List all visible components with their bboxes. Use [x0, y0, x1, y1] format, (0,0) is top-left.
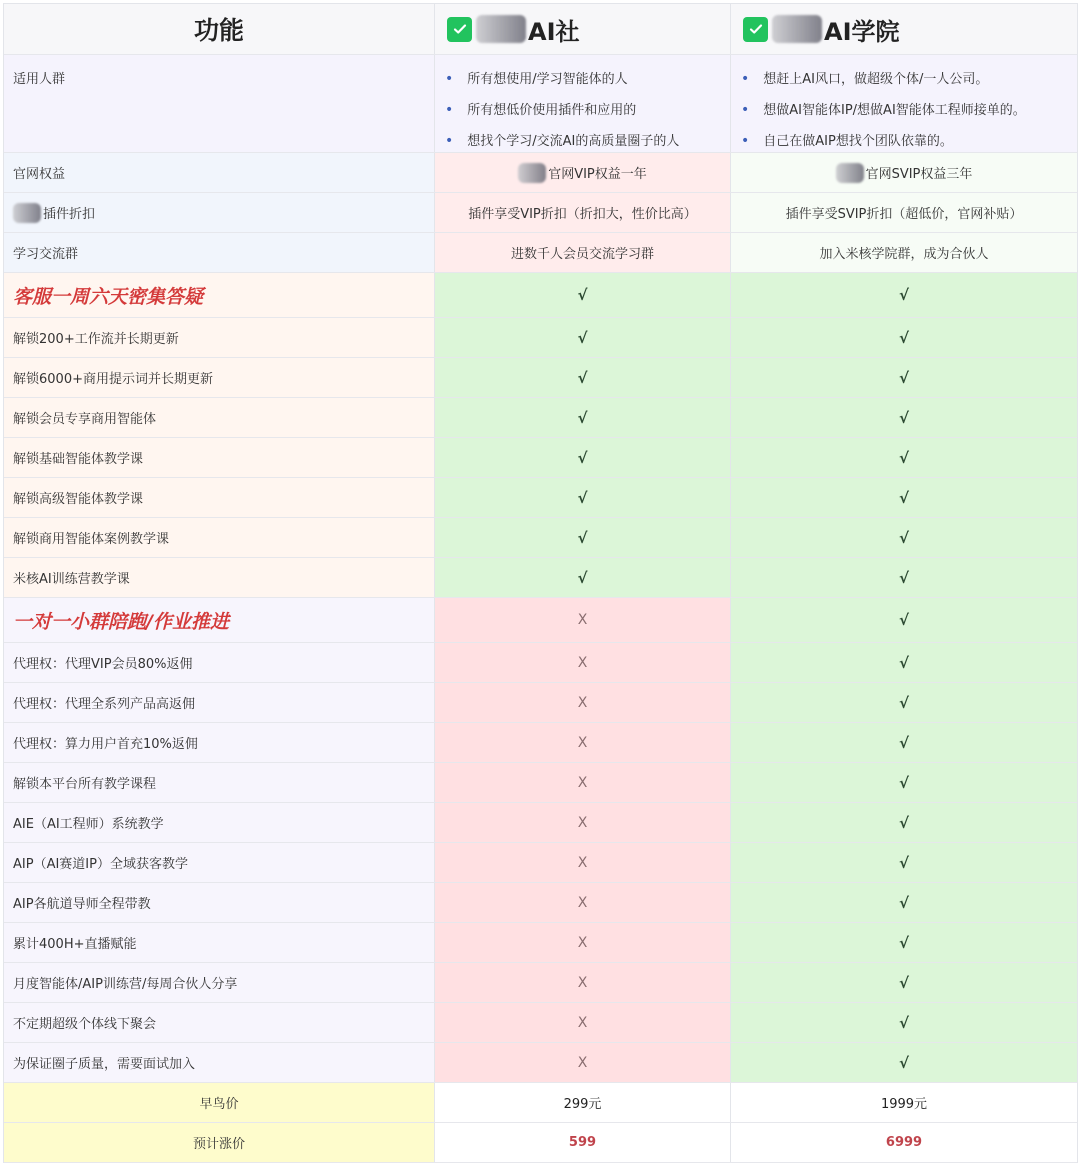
check-mark: √ [731, 763, 1077, 802]
check-mark: √ [435, 318, 731, 357]
check-mark: √ [435, 358, 731, 397]
check-mark: √ [731, 643, 1077, 682]
row-label: 解锁6000+商用提示词并长期更新 [4, 358, 435, 397]
section-row-support [4, 273, 1077, 318]
audience-item: • 所有想使用/学习智能体的人 [445, 64, 679, 95]
check-mark: √ [731, 723, 1077, 762]
row-label: 解锁高级智能体教学课 [4, 478, 435, 517]
feature-row [4, 843, 1077, 883]
check-mark: √ [731, 558, 1077, 597]
audience-plan-a [435, 55, 731, 152]
check-mark: √ [731, 1043, 1077, 1082]
row-label: 插件折扣 [43, 207, 96, 222]
feature-row [4, 358, 1077, 398]
check-mark: √ [731, 438, 1077, 477]
row-label: 解锁200+工作流并长期更新 [4, 318, 435, 357]
cross-mark: X [435, 598, 731, 642]
check-mark: √ [731, 803, 1077, 842]
cross-mark: X [435, 883, 731, 922]
cross-mark: X [435, 1043, 731, 1082]
row-label: 解锁会员专享商用智能体 [4, 398, 435, 437]
plan-a-cell: 进数千人会员交流学习群 [435, 233, 731, 272]
price-label: 早鸟价 [4, 1083, 435, 1122]
check-mark: √ [731, 273, 1077, 317]
feature-row [4, 683, 1077, 723]
row-label: 解锁商用智能体案例教学课 [4, 518, 435, 557]
redacted-blur [772, 15, 822, 43]
plan-a-price: 299元 [435, 1083, 731, 1122]
plan-a-future-price: 599 [435, 1123, 731, 1162]
check-mark: √ [731, 358, 1077, 397]
cross-mark: X [435, 683, 731, 722]
info-row-plugin-discount [4, 193, 1077, 233]
check-mark: √ [435, 558, 731, 597]
info-row-study-group [4, 233, 1077, 273]
row-label: 代理权：代理全系列产品高返佣 [4, 683, 435, 722]
row-label: 米核AI训练营教学课 [4, 558, 435, 597]
check-mark: √ [435, 273, 731, 317]
row-label: AIP各航道导师全程带教 [4, 883, 435, 922]
check-mark: √ [435, 398, 731, 437]
plan-b-name: AI学院 [824, 17, 900, 46]
row-label-cell [4, 193, 435, 232]
check-mark: √ [731, 478, 1077, 517]
cross-mark: X [435, 723, 731, 762]
check-mark: √ [731, 683, 1077, 722]
check-mark: √ [435, 438, 731, 477]
cross-mark: X [435, 923, 731, 962]
info-row-website-benefits [4, 153, 1077, 193]
audience-row [4, 55, 1077, 153]
audience-plan-b [731, 55, 1077, 152]
row-label: 解锁基础智能体教学课 [4, 438, 435, 477]
row-label: 累计400H+直播赋能 [4, 923, 435, 962]
cell-text: 官网VIP权益一年 [548, 167, 647, 182]
feature-row [4, 1043, 1077, 1083]
row-label: 代理权：算力用户首充10%返佣 [4, 723, 435, 762]
cross-mark: X [435, 963, 731, 1002]
row-label: AIP（AI赛道IP）全域获客教学 [4, 843, 435, 882]
row-label: 学习交流群 [4, 233, 435, 272]
feature-row [4, 963, 1077, 1003]
cross-mark: X [435, 803, 731, 842]
audience-item: • 自己在做AIP想找个团队依靠的。 [741, 126, 1026, 157]
redacted-blur [836, 163, 864, 183]
row-label: 不定期超级个体线下聚会 [4, 1003, 435, 1042]
checkbox-checked-icon [447, 17, 472, 42]
feature-row [4, 438, 1077, 478]
check-mark: √ [731, 923, 1077, 962]
row-label: 代理权：代理VIP会员80%返佣 [4, 643, 435, 682]
feature-row [4, 643, 1077, 683]
check-mark: √ [731, 518, 1077, 557]
feature-row [4, 883, 1077, 923]
plan-b-cell: 插件享受SVIP折扣（超低价，官网补贴） [731, 193, 1077, 232]
audience-label: 适用人群 [4, 55, 435, 152]
redacted-blur [13, 203, 41, 223]
feature-row [4, 1003, 1077, 1043]
feature-row [4, 723, 1077, 763]
comparison-table [3, 3, 1078, 1163]
check-mark: √ [435, 518, 731, 557]
plan-b-future-price: 6999 [731, 1123, 1077, 1162]
feature-row [4, 318, 1077, 358]
plan-a-name: AI社 [528, 17, 580, 46]
plan-a-header [435, 4, 731, 54]
plan-b-header [731, 4, 1077, 54]
row-label: 官网权益 [4, 153, 435, 192]
price-label: 预计涨价 [4, 1123, 435, 1162]
cell-text: 官网SVIP权益三年 [865, 167, 973, 182]
plan-a-cell: 插件享受VIP折扣（折扣大，性价比高） [435, 193, 731, 232]
plan-a-cell [435, 153, 731, 192]
price-row-future [4, 1123, 1077, 1163]
feature-row [4, 398, 1077, 438]
check-mark: √ [731, 598, 1077, 642]
section-title: 客服一周六天密集答疑 [4, 273, 435, 317]
feature-row [4, 923, 1077, 963]
price-row-early-bird [4, 1083, 1077, 1123]
audience-item: • 想做AI智能体IP/想做AI智能体工程师接单的。 [741, 95, 1026, 126]
section-row-coaching [4, 598, 1077, 643]
plan-b-cell: 加入米核学院群，成为合伙人 [731, 233, 1077, 272]
cross-mark: X [435, 763, 731, 802]
feature-row [4, 803, 1077, 843]
check-mark: √ [731, 1003, 1077, 1042]
audience-item: • 想找个学习/交流AI的高质量圈子的人 [445, 126, 679, 157]
row-label: AIE（AI工程师）系统教学 [4, 803, 435, 842]
plan-b-price: 1999元 [731, 1083, 1077, 1122]
feature-row [4, 558, 1077, 598]
check-mark: √ [731, 398, 1077, 437]
row-label: 月度智能体/AIP训练营/每周合伙人分享 [4, 963, 435, 1002]
section-title: 一对一小群陪跑/作业推进 [4, 598, 435, 642]
audience-item: • 想赶上AI风口，做超级个体/一人公司。 [741, 64, 1026, 95]
check-mark: √ [435, 478, 731, 517]
table-header [4, 3, 1077, 55]
cross-mark: X [435, 843, 731, 882]
redacted-blur [518, 163, 546, 183]
feature-row [4, 478, 1077, 518]
plan-b-cell [731, 153, 1077, 192]
redacted-blur [476, 15, 526, 43]
row-label: 为保证圈子质量，需要面试加入 [4, 1043, 435, 1082]
feature-row [4, 518, 1077, 558]
cross-mark: X [435, 643, 731, 682]
feature-row [4, 763, 1077, 803]
feature-column-header: 功能 [4, 4, 435, 54]
audience-item: • 所有想低价使用插件和应用的 [445, 95, 679, 126]
check-mark: √ [731, 963, 1077, 1002]
row-label: 解锁本平台所有教学课程 [4, 763, 435, 802]
checkbox-checked-icon [743, 17, 768, 42]
check-mark: √ [731, 883, 1077, 922]
check-mark: √ [731, 318, 1077, 357]
check-mark: √ [731, 843, 1077, 882]
cross-mark: X [435, 1003, 731, 1042]
